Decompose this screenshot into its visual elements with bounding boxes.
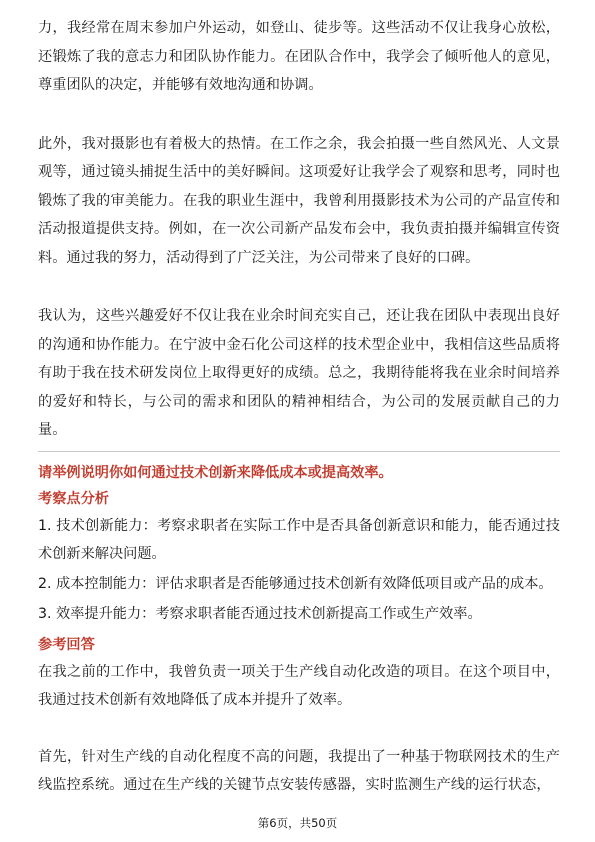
analysis-heading: 考察点分析 (38, 490, 109, 507)
body-paragraph: 我认为，这些兴趣爱好不仅让我在业余时间充实自己，还让我在团队中表现出良好的沟通和协作能力。在宁波中金石化公司这样的技术型企业中，我相信这些品质将有助于我在技术研发岗位上取得更好的成绩。总之，我期待能将我在业余时间培养的爱好和特长，与公司的需求和团队的精神相结合，为公司的发展贡献自己的力量。 (38, 308, 560, 438)
body-paragraph: 此外，我对摄影也有着极大的热情。在工作之余，我会拍摄一些自然风光、人文景观等，通过镜头捕捉生活中的美好瞬间。这项爱好让我学会了观察和思考，同时也锻炼了我的审美能力。在我的职业生涯中，我曾利用摄影技术为公司的产品宣传和活动报道提供支持。例如，在一次公司新产品发布会中，我负责拍摄并编辑宣传资料。通过我的努力，活动得到了广泛关注，为公司带来了良好的口碑。 (38, 135, 560, 266)
analysis-item: 2. 成本控制能力：评估求职者是否能够通过技术创新有效降低项目或产品的成本。 (38, 575, 553, 592)
interview-question: 请举例说明你如何通过技术创新来降低成本或提高效率。 (38, 464, 393, 481)
reference-answer-heading: 参考回答 (38, 636, 95, 653)
paragraph-spacer (38, 272, 560, 302)
reference-paragraph: 在我之前的工作中，我曾负责一项关于生产线自动化改造的项目。在这个项目中，我通过技术创新有效地降低了成本并提升了效率。 (38, 663, 560, 708)
document-page (38, 14, 560, 800)
analysis-list (38, 512, 560, 628)
body-paragraph: 力，我经常在周末参加户外运动，如登山、徒步等。这些活动不仅让我身心放松，还锻炼了我的意志力和团队协作能力。在团队合作中，我学会了倾听他人的意见，尊重团队的决定，并能够有效地沟通和协调。 (38, 20, 560, 93)
section-divider (38, 451, 560, 452)
paragraph-spacer (38, 715, 560, 743)
analysis-item: 3. 效率提升能力：考察求职者能否通过技术创新提高工作或生产效率。 (38, 605, 482, 622)
analysis-item: 1. 技术创新能力：考察求职者在实际工作中是否具备创新意识和能力，能否通过技术创新来解决问题。 (38, 517, 560, 562)
reference-paragraph: 首先，针对生产线的自动化程度不高的问题，我提出了一种基于物联网技术的生产线监控系统。通过在生产线的关键节点安装传感器，实时监测生产线的运行状态， (38, 748, 560, 793)
page-number-footer: 第6页，共50页 (257, 816, 338, 830)
paragraph-spacer (38, 100, 560, 130)
